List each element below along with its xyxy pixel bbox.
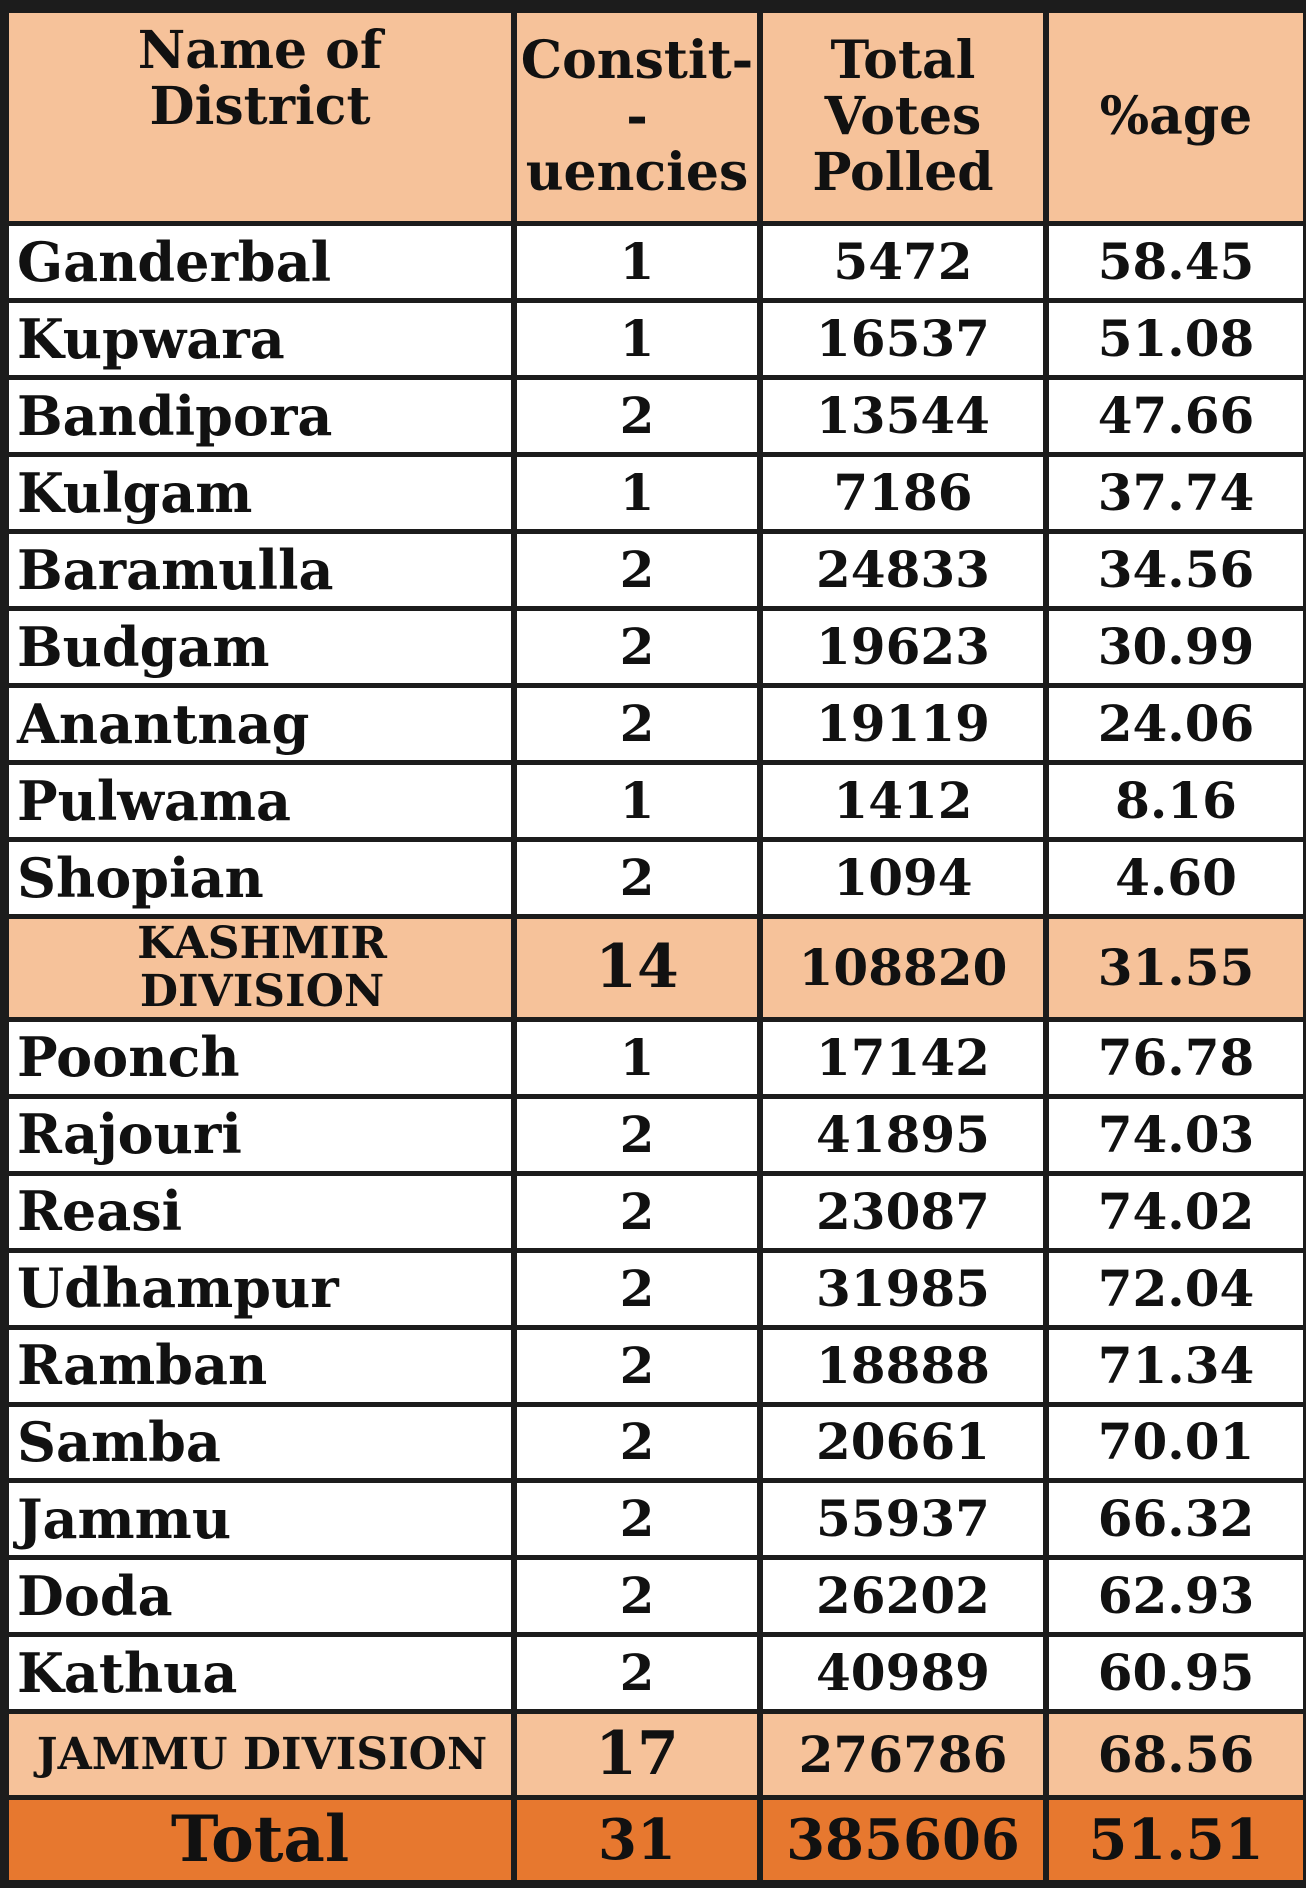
header-name-of-district: Name of District	[9, 13, 511, 221]
cell-constituencies: 1	[517, 457, 757, 529]
cell-total-votes: 20661	[763, 1407, 1043, 1479]
cell-constituencies: 2	[517, 1637, 757, 1709]
table-row	[9, 1330, 1303, 1402]
cell-percentage: 31.55	[1049, 919, 1303, 1017]
cell-percentage: 4.60	[1049, 842, 1303, 914]
cell-constituencies: 2	[517, 534, 757, 606]
cell-total-votes: 31985	[763, 1253, 1043, 1325]
cell-percentage: 30.99	[1049, 611, 1303, 683]
table-row	[9, 1099, 1303, 1171]
cell-district-name: KASHMIR DIVISION	[9, 919, 511, 1017]
cell-district-name: Kupwara	[9, 303, 511, 375]
table-row	[9, 1176, 1303, 1248]
cell-constituencies: 2	[517, 1099, 757, 1171]
cell-constituencies: 2	[517, 380, 757, 452]
cell-total-votes: 5472	[763, 226, 1043, 298]
table-row	[9, 380, 1303, 452]
cell-district-name: Samba	[9, 1407, 511, 1479]
cell-district-name: Budgam	[9, 611, 511, 683]
cell-constituencies: 1	[517, 303, 757, 375]
header-total-votes-polled: Total Votes Polled	[763, 13, 1043, 221]
cell-percentage: 34.56	[1049, 534, 1303, 606]
cell-constituencies: 2	[517, 611, 757, 683]
cell-percentage: 60.95	[1049, 1637, 1303, 1709]
cell-total-votes: 19623	[763, 611, 1043, 683]
cell-percentage: 37.74	[1049, 457, 1303, 529]
cell-constituencies: 1	[517, 1022, 757, 1094]
district-votes-table	[3, 8, 1306, 1885]
cell-district-name: Doda	[9, 1560, 511, 1632]
cell-district-name: Shopian	[9, 842, 511, 914]
cell-percentage: 51.51	[1049, 1800, 1303, 1880]
cell-total-votes: 40989	[763, 1637, 1043, 1709]
cell-constituencies: 2	[517, 1560, 757, 1632]
cell-percentage: 47.66	[1049, 380, 1303, 452]
cell-constituencies: 17	[517, 1714, 757, 1794]
cell-percentage: 71.34	[1049, 1330, 1303, 1402]
cell-percentage: 70.01	[1049, 1407, 1303, 1479]
cell-total-votes: 108820	[763, 919, 1043, 1017]
division-summary-row	[9, 919, 1303, 1017]
cell-percentage: 74.02	[1049, 1176, 1303, 1248]
cell-total-votes: 1094	[763, 842, 1043, 914]
cell-constituencies: 2	[517, 1176, 757, 1248]
table-row	[9, 457, 1303, 529]
cell-percentage: 51.08	[1049, 303, 1303, 375]
header-constituencies-line-2: -uencies	[525, 85, 749, 204]
cell-district-name: Pulwama	[9, 765, 511, 837]
cell-percentage: 68.56	[1049, 1714, 1303, 1794]
cell-total-votes: 41895	[763, 1099, 1043, 1171]
table-row	[9, 1022, 1303, 1094]
table-row	[9, 765, 1303, 837]
table-row	[9, 303, 1303, 375]
cell-total-votes: 7186	[763, 457, 1043, 529]
cell-total-votes: 385606	[763, 1800, 1043, 1880]
table-row	[9, 842, 1303, 914]
table-row	[9, 226, 1303, 298]
cell-district-name: Jammu	[9, 1483, 511, 1555]
cell-constituencies: 2	[517, 1253, 757, 1325]
cell-constituencies: 31	[517, 1800, 757, 1880]
cell-total-votes: 26202	[763, 1560, 1043, 1632]
cell-district-name: Rajouri	[9, 1099, 511, 1171]
cell-percentage: 72.04	[1049, 1253, 1303, 1325]
table-row	[9, 1407, 1303, 1479]
cell-district-name: Kulgam	[9, 457, 511, 529]
division-summary-row	[9, 1714, 1303, 1794]
cell-district-name: JAMMU DIVISION	[9, 1714, 511, 1794]
table-header-row	[9, 13, 1303, 221]
cell-percentage: 58.45	[1049, 226, 1303, 298]
table-row	[9, 688, 1303, 760]
cell-district-name: Ramban	[9, 1330, 511, 1402]
cell-total-votes: 1412	[763, 765, 1043, 837]
cell-total-votes: 276786	[763, 1714, 1043, 1794]
cell-total-votes: 55937	[763, 1483, 1043, 1555]
table-body	[9, 226, 1303, 1880]
cell-district-name: Kathua	[9, 1637, 511, 1709]
cell-district-name: Ganderbal	[9, 226, 511, 298]
cell-constituencies: 2	[517, 842, 757, 914]
cell-constituencies: 14	[517, 919, 757, 1017]
cell-district-name: Reasi	[9, 1176, 511, 1248]
cell-total-votes: 13544	[763, 380, 1043, 452]
cell-district-name: Total	[9, 1800, 511, 1880]
cell-percentage: 66.32	[1049, 1483, 1303, 1555]
cell-constituencies: 1	[517, 226, 757, 298]
cell-percentage: 74.03	[1049, 1099, 1303, 1171]
cell-district-name: Udhampur	[9, 1253, 511, 1325]
cell-total-votes: 16537	[763, 303, 1043, 375]
cell-total-votes: 18888	[763, 1330, 1043, 1402]
cell-percentage: 8.16	[1049, 765, 1303, 837]
cell-constituencies: 2	[517, 688, 757, 760]
cell-total-votes: 23087	[763, 1176, 1043, 1248]
cell-constituencies: 2	[517, 1330, 757, 1402]
cell-total-votes: 24833	[763, 534, 1043, 606]
table-row	[9, 1560, 1303, 1632]
cell-district-name: Baramulla	[9, 534, 511, 606]
table-row	[9, 611, 1303, 683]
table-row	[9, 1483, 1303, 1555]
cell-percentage: 24.06	[1049, 688, 1303, 760]
header-constituencies-line-1: Constit-	[520, 29, 754, 91]
cell-district-name: Poonch	[9, 1022, 511, 1094]
cell-total-votes: 19119	[763, 688, 1043, 760]
cell-constituencies: 2	[517, 1407, 757, 1479]
table-row	[9, 1253, 1303, 1325]
cell-district-name: Anantnag	[9, 688, 511, 760]
cell-total-votes: 17142	[763, 1022, 1043, 1094]
header-constituencies	[517, 13, 757, 221]
cell-constituencies: 1	[517, 765, 757, 837]
table-row	[9, 1637, 1303, 1709]
cell-percentage: 62.93	[1049, 1560, 1303, 1632]
total-row	[9, 1800, 1303, 1880]
cell-constituencies: 2	[517, 1483, 757, 1555]
header-percentage: %age	[1049, 13, 1303, 221]
table-row	[9, 534, 1303, 606]
cell-district-name: Bandipora	[9, 380, 511, 452]
cell-percentage: 76.78	[1049, 1022, 1303, 1094]
